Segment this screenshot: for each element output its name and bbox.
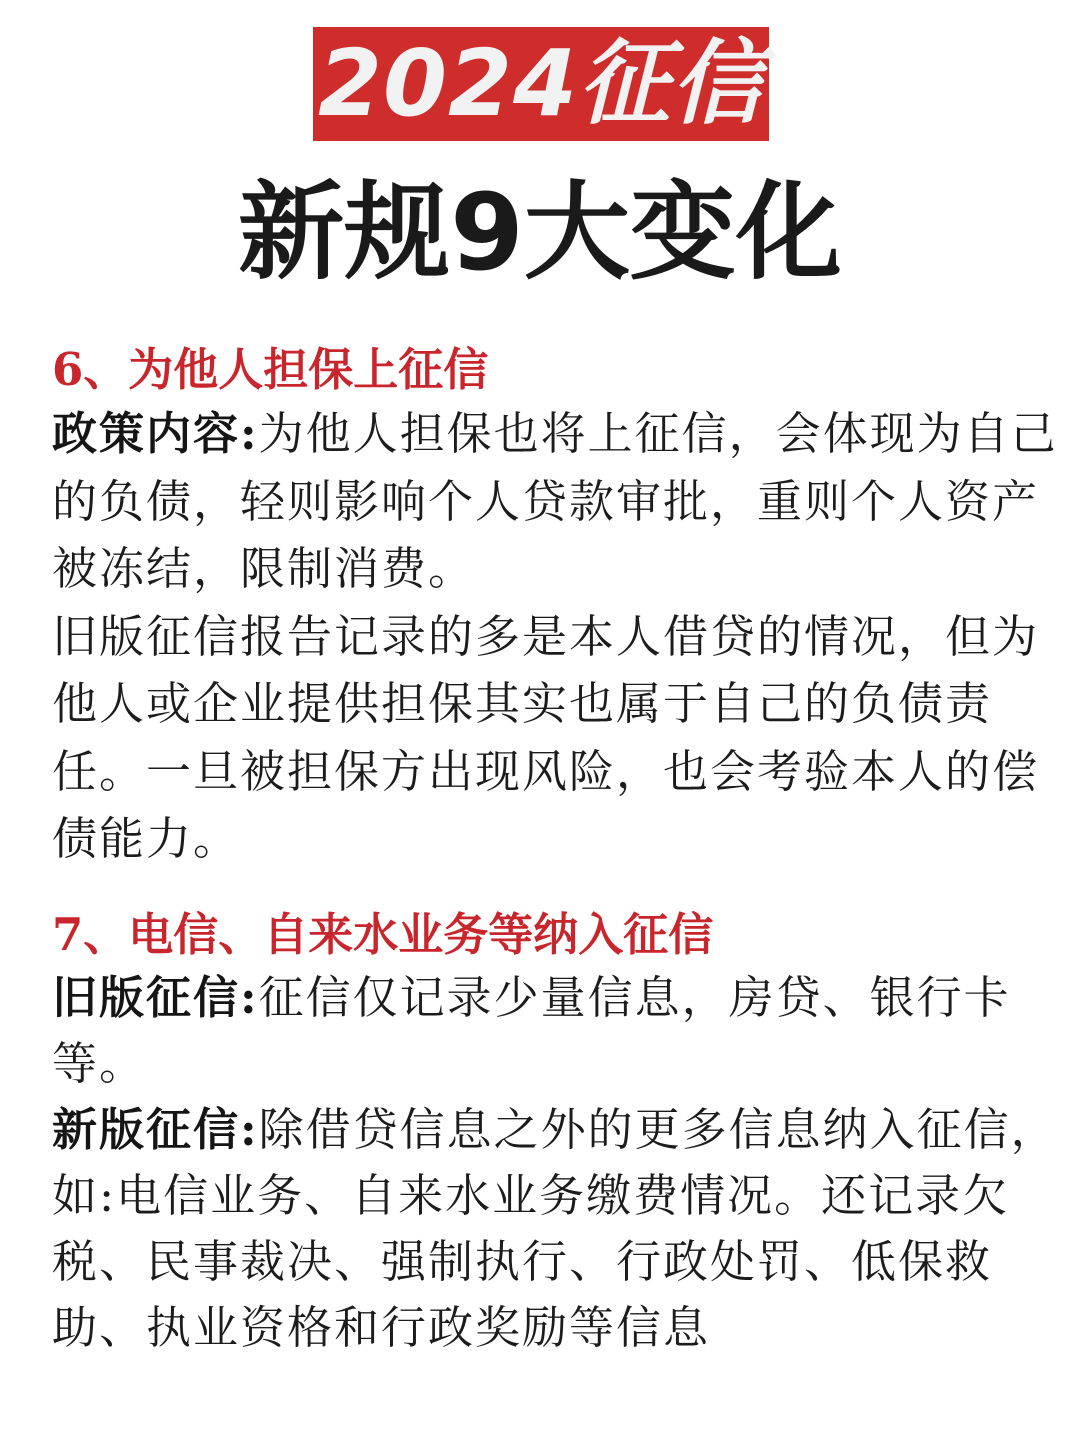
section-paragraph [52, 603, 1062, 873]
section-7 [52, 905, 1062, 1361]
title-year-text: 2024征信 [317, 30, 765, 137]
paragraph-text: 除借贷信息之外的更多信息纳入征信，如:电信业务、自来水业务缴费情况。还记录欠税、民事裁决、强制执行、行政处罚、低保救助、执业资格和行政奖励等信息 [52, 1103, 1058, 1354]
section-paragraph [52, 1097, 1062, 1361]
paragraph-lead: 政策内容: [52, 407, 259, 460]
section-6 [52, 340, 1062, 873]
section-paragraph [52, 965, 1062, 1097]
paragraph-text: 征信仅记录少量信息，房贷、银行卡等。 [52, 971, 1011, 1090]
section-heading: 7、电信、自来水业务等纳入征信 [52, 908, 714, 961]
paragraph-text: 为他人担保也将上征信，会体现为自己的负债，轻则影响个人贷款审批，重则个人资产被冻结，限制消费。 [52, 407, 1058, 595]
section-paragraph [52, 400, 1062, 603]
title-banner [313, 27, 769, 141]
title-subtitle: 新规9大变化 [238, 171, 842, 294]
paragraph-lead: 新版征信: [52, 1103, 259, 1156]
paragraph-lead: 旧版征信: [52, 971, 259, 1024]
section-heading: 6、为他人担保上征信 [52, 343, 489, 396]
paragraph-text: 旧版征信报告记录的多是本人借贷的情况，但为他人或企业提供担保其实也属于自己的负债责任。一旦被担保方出现风险，也会考验本人的偿债能力。 [52, 609, 1040, 865]
